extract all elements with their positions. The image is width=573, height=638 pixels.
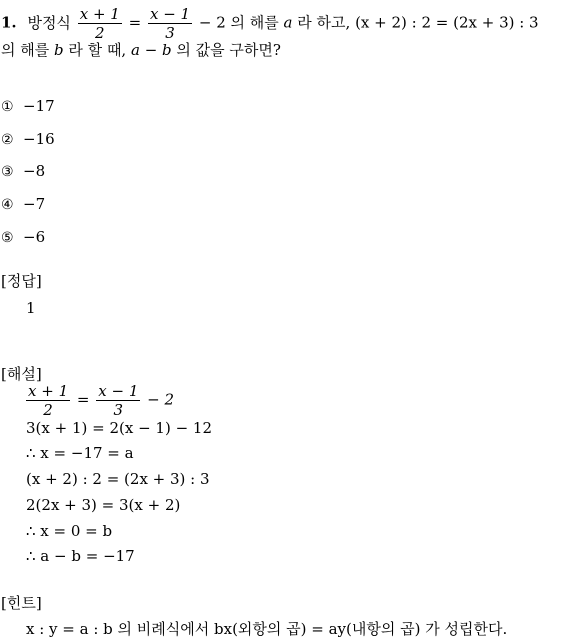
solution-step-4: 2(2x + 3) = 3(x + 2) [26, 496, 181, 514]
option-3-mark: ③ [1, 164, 14, 180]
question-fraction-2 [148, 6, 192, 41]
question-line-2 [1, 41, 281, 59]
answer-value: 1 [26, 299, 36, 317]
question-fraction-2-denominator: 3 [165, 24, 175, 42]
hint-label: [힌트] [1, 594, 42, 612]
question-expression: a − b [130, 41, 172, 59]
question-fraction-2-numerator: x − 1 [149, 5, 191, 23]
question-line2-pre: 의 해를 [1, 41, 50, 59]
option-4-value: −7 [23, 195, 46, 213]
solution-step-1: 3(x + 1) = 2(x − 1) − 12 [26, 419, 213, 437]
question-equals: = [128, 13, 142, 32]
question-mid-text: 라 하고, [297, 13, 351, 32]
solution-fraction-2-denominator: 3 [113, 401, 124, 419]
question-line2-post: 라 할 때, [68, 41, 127, 59]
question-fraction-1-numerator: x + 1 [79, 5, 120, 23]
option-2-value: −16 [23, 130, 55, 148]
option-3[interactable] [1, 162, 45, 181]
solution-fraction-1-numerator: x + 1 [28, 382, 69, 400]
solution-fraction-2-numerator: x − 1 [98, 382, 139, 400]
solution-fraction-1-denominator: 2 [43, 401, 53, 419]
option-1-value: −17 [23, 97, 55, 115]
question-fraction-1-denominator: 2 [95, 24, 105, 42]
option-3-value: −8 [23, 162, 46, 180]
question-number: 1. [1, 13, 17, 32]
question-lead: 방정식 [27, 13, 71, 32]
solution-fraction-1 [26, 383, 70, 418]
question-eq-tail: − 2 의 해를 [198, 13, 279, 32]
question-line-1 [1, 6, 539, 41]
solution-tail: − 2 [147, 390, 175, 409]
solution-equals: = [76, 390, 90, 409]
option-5-mark: ⑤ [1, 230, 14, 246]
solution-label: [해설] [1, 365, 42, 383]
question-fraction-1 [78, 6, 122, 41]
option-5[interactable] [1, 228, 45, 247]
solution-fraction-2 [96, 383, 140, 418]
question-var-b: b [54, 41, 64, 59]
solution-step-6: ∴ a − b = −17 [26, 547, 135, 565]
solution-first-line [26, 383, 174, 418]
answer-label: [정답] [1, 272, 42, 290]
option-4-mark: ④ [1, 197, 14, 213]
option-2-mark: ② [1, 132, 14, 148]
option-1-mark: ① [1, 99, 14, 115]
option-1[interactable] [1, 97, 55, 116]
question-line2-end: 의 값을 구하면? [176, 41, 281, 59]
question-proportion: (x + 2) : 2 = (2x + 3) : 3 [355, 13, 539, 32]
solution-step-2: ∴ x = −17 = a [26, 444, 134, 462]
solution-step-5: ∴ x = 0 = b [26, 522, 113, 540]
option-4[interactable] [1, 195, 45, 214]
hint-text: x : y = a : b 의 비례식에서 bx(외항의 곱) = ay(내항의 곱) 가 성립한다. [26, 620, 508, 638]
question-var-a: a [283, 13, 293, 32]
option-5-value: −6 [23, 228, 46, 246]
solution-step-3: (x + 2) : 2 = (2x + 3) : 3 [26, 470, 210, 488]
option-2[interactable] [1, 130, 55, 149]
